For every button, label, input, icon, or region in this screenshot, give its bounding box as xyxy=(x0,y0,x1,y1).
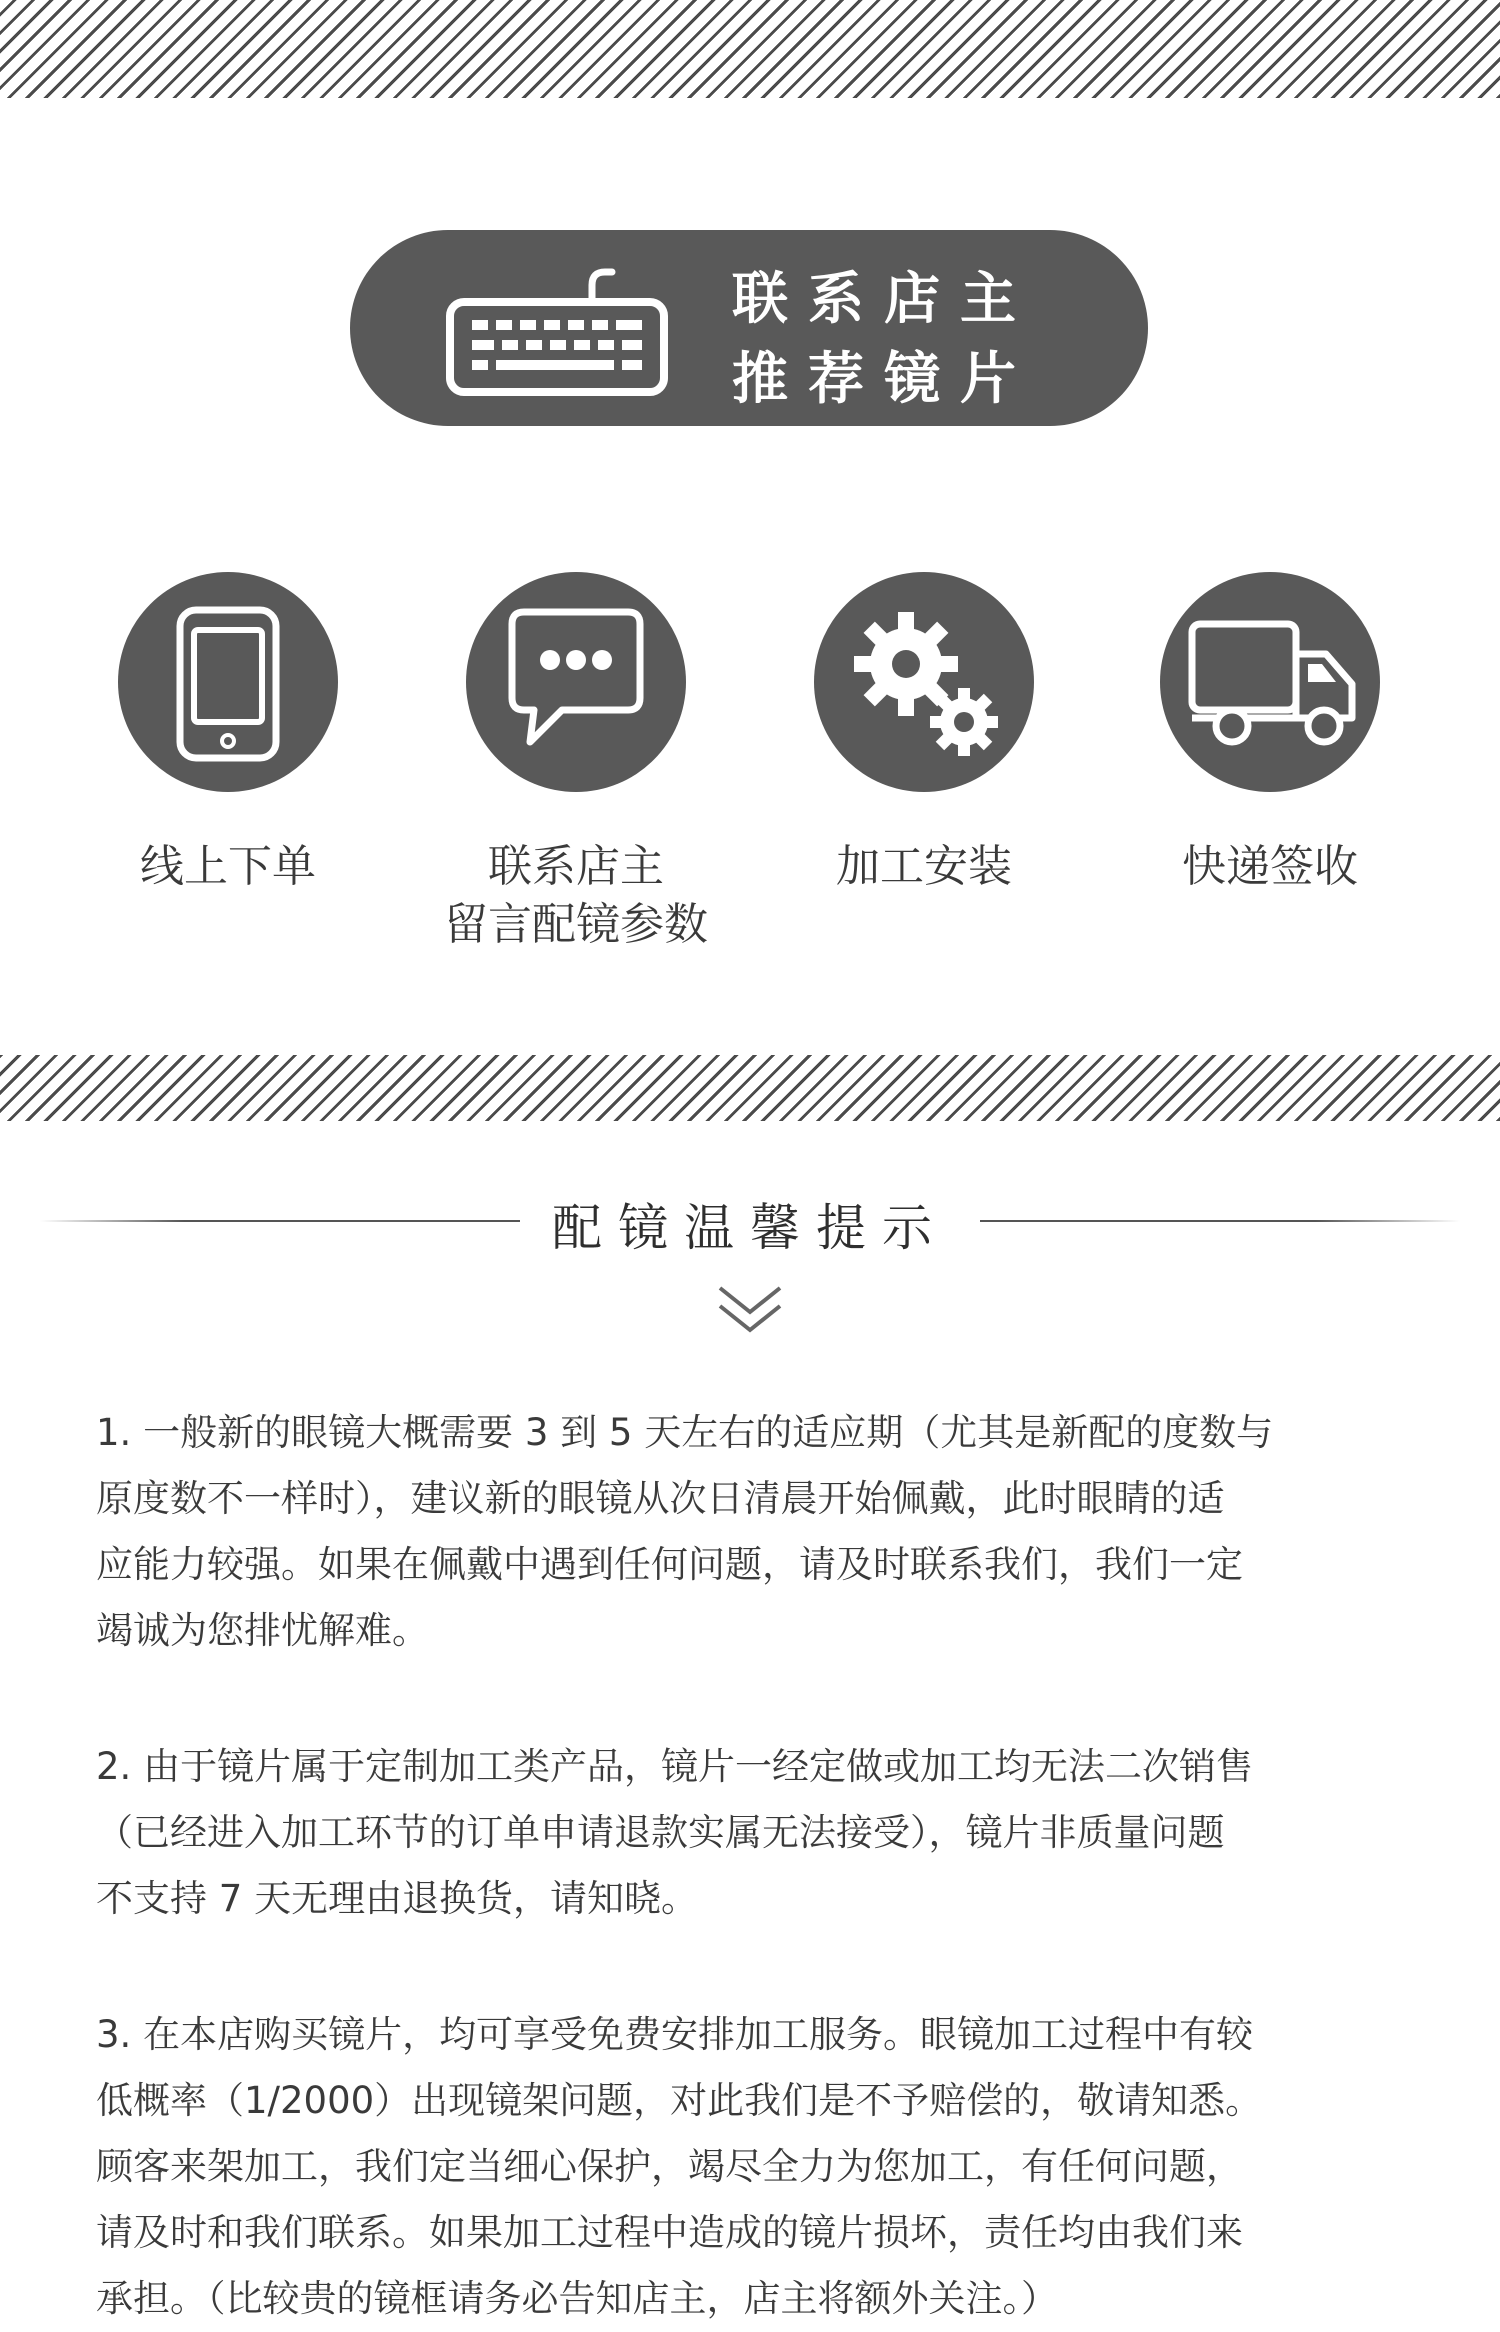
step-label: 线上下单 xyxy=(140,841,316,892)
chat-bubble-icon xyxy=(466,572,686,792)
truck-icon xyxy=(1160,572,1380,792)
step-processing xyxy=(774,572,1074,896)
tips-heading xyxy=(40,1180,1460,1260)
step-contact-seller xyxy=(426,572,726,954)
step-label: 加工安装 xyxy=(836,841,1012,892)
step-circle xyxy=(466,572,686,792)
phone-icon xyxy=(118,572,338,792)
keyboard-icon xyxy=(442,260,672,400)
tip-item: 1. 一般新的眼镜大概需要 3 到 5 天左右的适应期（尤其是新配的度数与 原度数不一样时），建议新的眼镜从次日清晨开始佩戴，此时眼睛的适 应能力较强。如果在佩戴中遇到任何问题，请及时联系我们，我们一定 竭诚为您排忧解难。 xyxy=(96,1411,1274,1652)
double-chevron-down-icon xyxy=(715,1280,785,1340)
tips-title: 配镜温馨提示 xyxy=(552,1199,948,1257)
gears-icon xyxy=(814,572,1034,792)
step-label: 联系店主 留言配镜参数 xyxy=(444,841,708,950)
contact-line-1: 联系店主 xyxy=(732,267,1036,332)
step-circle xyxy=(118,572,338,792)
contact-line-2: 推荐镜片 xyxy=(732,347,1036,412)
contact-seller-text xyxy=(732,260,1072,420)
step-order-online xyxy=(78,572,378,896)
tips-list xyxy=(96,1400,1406,2332)
divider-line xyxy=(40,1220,520,1222)
step-delivery xyxy=(1120,572,1420,896)
divider-line xyxy=(980,1220,1460,1222)
decorative-stripe-top xyxy=(0,0,1500,98)
tip-item: 2. 由于镜片属于定制加工类产品，镜片一经定做或加工均无法二次销售 （已经进入加工环节的订单申请退款实属无法接受），镜片非质量问题 不支持 7 天无理由退换货，请知晓。 xyxy=(96,1745,1254,1920)
step-label: 快递签收 xyxy=(1182,841,1358,892)
order-process-steps xyxy=(0,572,1500,972)
decorative-stripe-middle xyxy=(0,1055,1500,1121)
step-circle xyxy=(814,572,1034,792)
tip-item: 3. 在本店购买镜片，均可享受免费安排加工服务。眼镜加工过程中有较 低概率（1/2000）出现镜架问题，对此我们是不予赔偿的，敬请知悉。 顾客来架加工，我们定当细心保护，竭尽全力为您加工，有任何问题， 请及时和我们联系。如果加工过程中造成的镜片损坏，责任均由我们来 承担。（比较贵的镜框请务必告知店主，店主将额外关注。） xyxy=(96,2013,1263,2320)
contact-seller-banner[interactable] xyxy=(350,230,1148,426)
step-circle xyxy=(1160,572,1380,792)
